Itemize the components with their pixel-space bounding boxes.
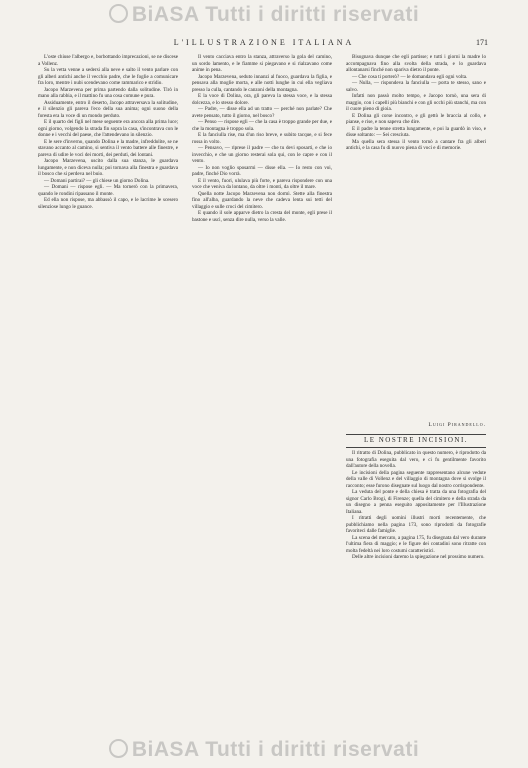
paragraph: E il vento, fuori, ululava più forte, e pareva rispondere con una voce che veniva da lontano, da oltre i monti, da oltre il mare. [192,177,332,190]
paragraph: Jacopo Marzevena per prima partendo dalla solitudine. Tirò in mano alla rabbia, e il mattino fu una cosa comune e pura. [38,86,178,99]
paragraph: Delle altre incisioni daremo la spiegazione nel prossimo numero. [352,554,485,560]
paragraph: E il quarto dei figli nel mese seguente era ancora alla prima luce; ogni giorno, volgendo la strada fin sopra la casa, s'incontrava con le donne e i vecchi del paese, che l'attendevano in silenzio. [38,119,178,138]
text-column-3 [346,54,486,420]
paragraph: Jacopo Marzevena, seduto innanzi al fuoco, guardava la figlia, e pensava alla moglie morta, e alle notti lunghe in cui ella vegliava presso la culla, cantando le canzoni della montagna. [192,73,332,93]
section-rule-top [346,434,486,435]
paragraph: — Io non voglio sposarmi — disse ella. — Io resto con voi, padre, finché Dio vorrà. [192,164,332,177]
paragraph: — Penso — rispose egli — che la casa è troppo grande per due, e che la montagna è troppo sola. [192,119,332,132]
paragraph: Il vento cacciava entro la stanza, attraverso la gola del camino, un sordo lamento, e le fiamme si piegavano e si rialzavano come anime in pena. [192,54,332,73]
watermark-bottom [0,738,528,762]
section-rule-bottom [346,447,486,448]
paragraph: — Che cosa ti porterò? — le domandava egli ogni volta. [352,73,468,80]
watermark-top-text: BiASA Tutti i diritti riservati [131,3,420,26]
paragraph: — Domani — rispose egli. — Ma tornerò con la primavera, quando le rondini ripassano il monte. [38,184,178,197]
paragraph: Assiduamente, entro il deserto, Jacopo attraversava la solitudine, e il silenzio gli pareva l'eco della sua anima; ogni suono della foresta era la voce di un mondo perduto. [38,99,178,119]
paragraph: Quella notte Jacopo Marzevena non dormì. Stette alla finestra fino all'alba, guardando la neve che cadeva lenta sui tetti del villaggio e sulle croci del cimitero. [192,190,332,210]
paragraph: Su la vetta venne a sedersi alla neve e salto il vento parlare con gli alberi antichi anche il vecchio padre, che le foglie a comunicare fra loro, mentre i nubi scendevano come rammarico e stridio. [38,67,178,86]
text-column-2 [192,54,332,736]
paragraph: Il ritratto di Dolina, pubblicato in questo numero, è riprodotto da una fotografia eseguita dal vero, e ci fu gentilmente favorito dall'autore della novella. [346,450,486,469]
paragraph: — Domani partirai? — gli chiese un giorno Dolina. [44,177,150,184]
paragraph: E le sere d'inverno, quando Dolina e la madre, infreddolite, se ne stavano accanto al camino, si sentiva il vento battere alle finestre, e pareva di udire le voci dei morti, dei perduti, dei lontani. [38,138,178,158]
paragraph: E la fanciulla rise, ma d'un riso breve, e subito tacque, e si fece rossa in volto. [192,132,332,145]
paragraph: E la voce di Dolina, ora, gli pareva la stessa voce, e la stessa dolcezza, e lo stesso dolore. [192,93,332,106]
library-seal-icon [109,4,128,23]
page-header [40,38,488,52]
paragraph: — Nulla, — rispondeva la fanciulla — porta te stesso, sano e salvo. [346,80,486,93]
paragraph: Le incisioni della pagina seguente rappresentano alcune vedute della valle di Vollenz e del villaggio di montagna dove si svolge il racconto; esse furono disegnate sul luogo dal nostro corrispondente. [346,469,486,489]
library-seal-icon [109,739,128,758]
paragraph: E il padre la tenne stretta lungamente, e poi la guardò in viso, e disse soltanto: — Sei cresciuta. [346,125,486,138]
paragraph: Jacopo Marzevena, uscito dalla sua stanza, le guardava lungamente, e non diceva nulla; poi tornava alla finestra e guardava il bosco che si perdeva nel buio. [38,158,178,177]
watermark-top [0,3,528,27]
paragraph: E quando il sole apparve dietro la cresta del monte, egli prese il bastone e uscì, senza dire nulla, verso la valle. [192,210,332,223]
paragraph: I ritratti degli uomini illustri morti recentemente, che pubblichiamo nella pagina 173, sono riprodotti da fotografie favoriteci dalle famiglie. [346,515,486,534]
paragraph: Ed ella non rispose, ma abbassò il capo, e le lacrime le scesero silenziose lungo le guance. [38,197,178,210]
paragraph: Bisognava dunque che egli partisse; e tutti i giorni la madre lo accompagnava fino alla svolta della strada, e lo guardava allontanarsi finché non spariva dietro il ponte. [346,54,486,73]
text-column-3-incisioni [346,450,486,736]
page-number: 171 [476,38,488,47]
paragraph: — Padre, — disse ella ad un tratto — perché non parlate? Che avete pensato, tutto il giorno, nel bosco? [192,106,332,119]
paragraph: La scena del mercato, a pagina 175, fu disegnata dal vero durante l'ultima fiera di maggio; e le figure dei contadini sono ritratte con molta fedeltà nei loro costumi caratteristici. [346,534,486,554]
paragraph: Ma quella sera stessa il vento tornò a cantare fra gli alberi antichi, e la casa fu di nuovo piena di voci e di memorie. [346,138,486,151]
paragraph: La veduta del ponte e della chiesa è tratta da una fotografia del signor Carlo Brogi, di Firenze; quella del cimitero e della strada da un disegno a penna eseguito appositamente per l'Illustrazione Italiana. [346,489,486,515]
text-column-1 [38,54,178,736]
paragraph: — Pensavo, — riprese il padre — che tu devi sposarti, e che io invecchio, e che un giorno resterai sola qui, con le capre e con il vento. [192,145,332,164]
section-title: LE NOSTRE INCISIONI. [363,436,469,444]
paragraph: L'oste chiuse l'albergo e, borbottando imprecazioni, se ne discese a Vollenz. [38,54,178,67]
paragraph: Infatti non passò molto tempo, e Jacopo tornò, una sera di maggio, con i capelli più bianchi e con gli occhi più stanchi, ma con il cuore pieno di gioia. [346,93,486,112]
author-signature: Luigi Pirandello. [428,422,486,428]
paragraph: E Dolina gli corse incontro, e gli gettò le braccia al collo, e pianse, e rise, e non sapeva che dire. [346,112,486,125]
watermark-bottom-text: BiASA Tutti i diritti riservati [131,738,420,761]
magazine-title: L'ILLUSTRAZIONE ITALIANA [173,38,355,47]
